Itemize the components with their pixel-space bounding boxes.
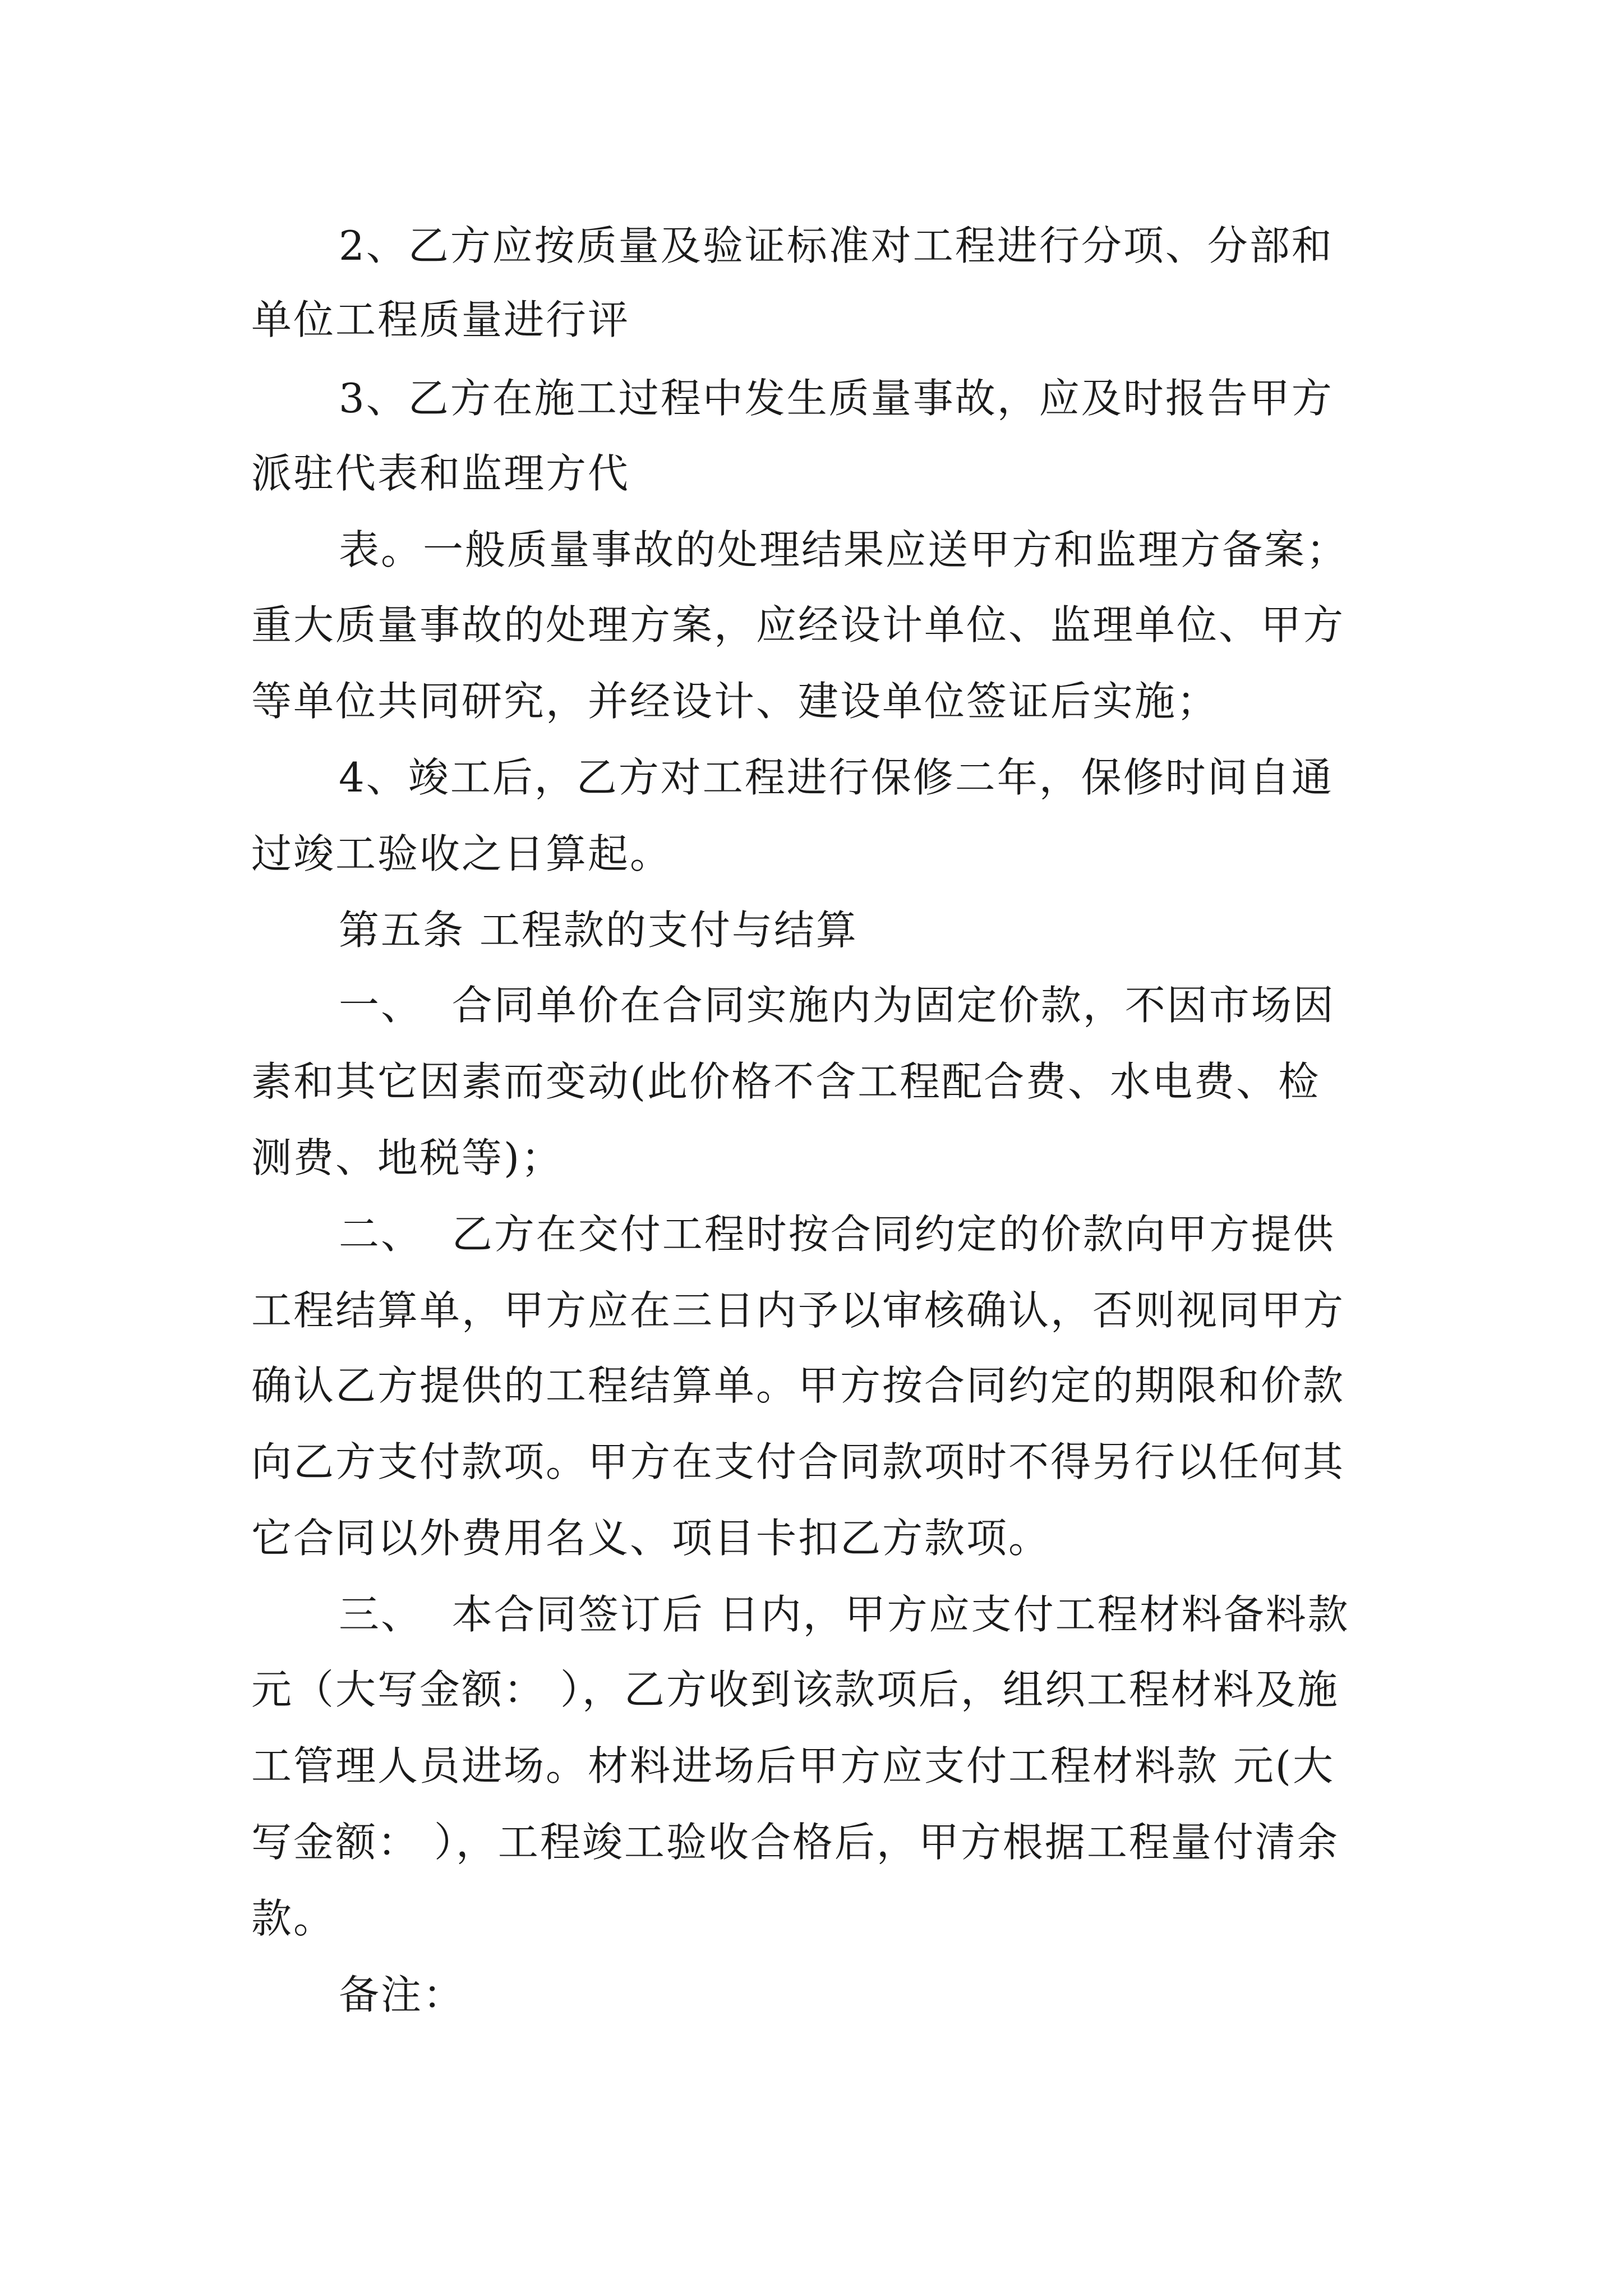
text-line: 它合同以外费用名义、项目卡扣乙方款项。 xyxy=(251,1515,1051,1562)
text-line: 单位工程质量进行评 xyxy=(251,296,630,343)
text-line: 过竣工验收之日算起。 xyxy=(251,830,672,877)
text-line: 3、乙方在施工过程中发生质量事故，应及时报告甲方 xyxy=(339,375,1334,422)
text-line: 派驻代表和监理方代 xyxy=(251,450,630,497)
text-line: 表。一般质量事故的处理结果应送甲方和监理方备案； xyxy=(339,526,1349,573)
text-line: 一、 合同单价在合同实施内为固定价款，不因市场因 xyxy=(339,982,1335,1029)
text-line: 重大质量事故的处理方案，应经设计单位、监理单位、甲方 xyxy=(251,601,1345,648)
text-line: 2、乙方应按质量及验证标准对工程进行分项、分部和 xyxy=(339,222,1334,269)
text-line: 等单位共同研究，并经设计、建设单位签证后实施； xyxy=(251,678,1219,725)
text-line: 4、竣工后，乙方对工程进行保修二年，保修时间自通 xyxy=(339,754,1334,801)
remarks-label: 备注： xyxy=(339,1971,465,2018)
text-line: 素和其它因素而变动(此价格不含工程配合费、水电费、检 xyxy=(251,1058,1321,1105)
text-line: 向乙方支付款项。甲方在支付合同款项时不得另行以任何其 xyxy=(251,1438,1345,1485)
text-line: 款。 xyxy=(251,1895,336,1942)
text-line: 写金额： ），工程竣工验收合格后，甲方根据工程量付清余 xyxy=(251,1819,1339,1866)
text-line: 二、 乙方在交付工程时按合同约定的价款向甲方提供 xyxy=(339,1211,1335,1258)
text-line: 确认乙方提供的工程结算单。甲方按合同约定的期限和价款 xyxy=(251,1362,1345,1409)
text-line: 三、 本合同签订后 日内，甲方应支付工程材料备料款 xyxy=(339,1591,1350,1638)
text-line: 元（大写金额： ），乙方收到该款项后，组织工程材料及施 xyxy=(251,1666,1339,1713)
text-line: 工管理人员进场。材料进场后甲方应支付工程材料款 元(大 xyxy=(251,1742,1335,1789)
text-line: 测费、地税等)； xyxy=(251,1134,564,1181)
text-line: 工程结算单，甲方应在三日内予以审核确认，否则视同甲方 xyxy=(251,1287,1345,1334)
section-heading: 第五条 工程款的支付与结算 xyxy=(339,907,858,954)
